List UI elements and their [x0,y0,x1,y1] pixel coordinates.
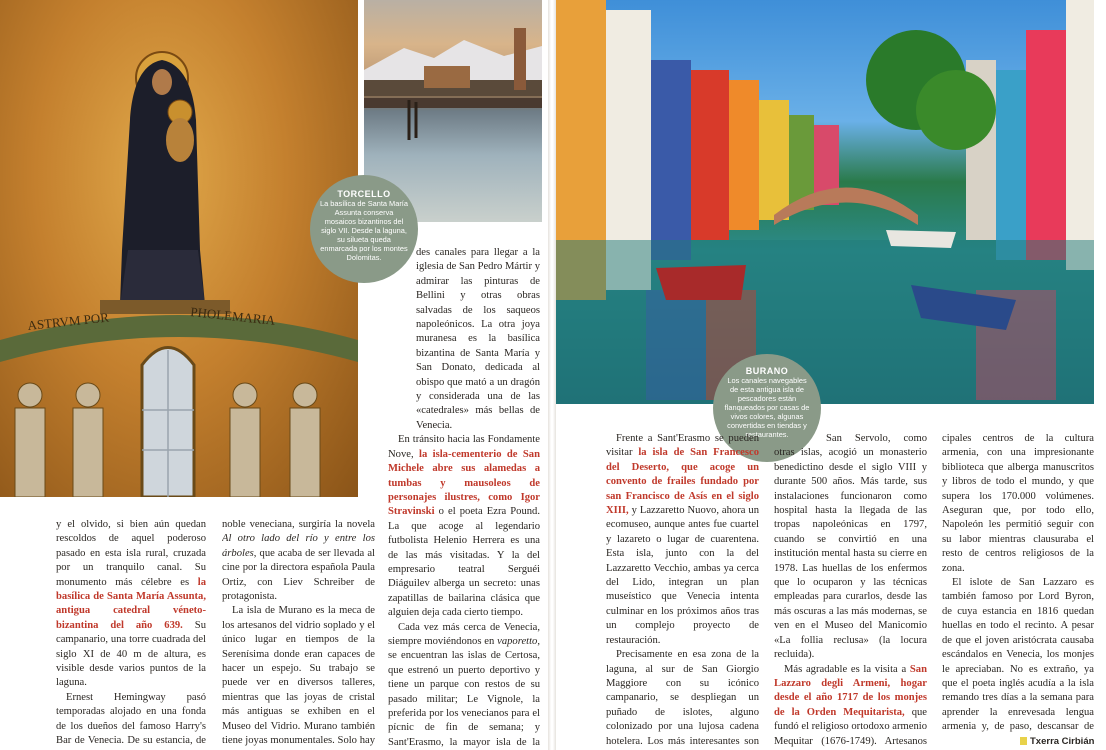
torcello-caption-title: TORCELLO [337,189,391,199]
paragraph: Precisamente en esa zona de la laguna, al sur de San Giorgio Maggiore con su icónico campanario, se despliegan un puñado de islotes, alguno colonizado por una lujosa cadena hotelera. Los más interesantes son [606,649,759,747]
paragraph: Más agradable es la visita a San Lazzaro degli Armeni, hogar desde el año 1717 de los monjes de la Orden Mequitarista, que fundó el religioso ortodoxo armenio Mequitar (1676-1749). Artesanos [774,663,927,747]
right-column-3 [942,432,1094,735]
left-column-1 [56,518,206,748]
paragraph: Frente a Sant'Erasmo se pueden visitar la isla de San Francesco del Deserto, que acoge un convento de frailes fundado por san Francisco de Asís en el siglo XIII, y Lazzaretto Nuovo, ahora un ecomuseo, aunque antes fue cuartel y lazareto o lugar de cuarentena. Esta isla, junto con la del Lazzaretto Vecchio, ambas ya cerca del Lido, integran un plan museístico que Venecia intenta culminar en los próximos años tras un complejo proyecto de restauración. [606,433,759,646]
paragraph: noble veneciana, surgiría la novela Al otro lado del río y entre los árboles, que acaba de ser llevada al cine por la directora española Paula Ortiz, con Liev Schreiber de protagonista. [222,519,375,603]
mosaic-photo [0,0,358,497]
credit-icon [1020,737,1027,745]
highlight-text: San Lazzaro degli Armeni, hogar desde el año 1717 de los monjes de la Orden Mequitarista, [774,663,927,718]
mosaic-inscription-left: ASTRVM POR [26,309,110,333]
highlight-text: la isla-cementerio de San Michele abre sus alamedas a tumbas y mausoleos de personajes ilustres, como Igor Stravinski [388,448,540,518]
left-column-3 [388,246,540,748]
paragraph: cipales centros de la cultura armenia, con una impresionante biblioteca que alberga manuscritos y libros de todo el mundo, y que supera los 170.000 volúmenes. Aseguran que, por todo ello, Napoleón les permitió seguir con su labor mientras clausuraba el resto de centros religiosos de la zona. [942,433,1094,574]
mosaic-inscription-right: PHOLEMARIA [189,304,277,328]
mosaic-illustration [0,0,358,497]
paragraph: des canales para llegar a la iglesia de San Pedro Mártir y admirar las pinturas de Bellini y otras obras salvadas de los saqueos napoleónicos. La otra joya muranesa es la basílica bizantina de Santa María y San Donato, dedicada al obispo que mató a un dragón y considerada una de las «catedrales» más bellas de Venecia. [416,247,540,431]
highlight-text: la isla de San Francesco del Deserto, que acoge un convento de frailes fundado por san Francisco de Asís en el siglo XIII, [606,447,759,517]
photo-credit: Txerra Cirbián [1020,736,1094,747]
torcello-caption-text: La basílica de Santa María Assunta conserva mosaicos bizantinos del siglo VII. Desde la laguna, su silueta queda enmarcada por los montes Dolomitas. [320,199,408,262]
paragraph: San Servolo, como otras islas, acogió un monasterio benedictino desde el siglo VIII y durante 500 años. Más tarde, sus instalaciones funcionaron como hospital hasta la llegada de las tropas napoleónicas en 1797, cuando se convirtió en una institución mental hasta su cierre en 1978. Las huellas de los enfermos que lo ocuparon y las técnicas empleadas para curarlos, desde las más oscuras a las más modernas, se ven en el Museo del Manicomio «La follia reclusa» (la locura recluida). [774,433,927,661]
right-column-1 [606,432,759,748]
page-gutter [548,0,556,750]
burano-illustration [556,0,1094,404]
highlight-text: la basílica de Santa María Assunta, antigua catedral véneto-bizantina del año 639. [56,576,206,631]
paragraph: El islote de San Lazzaro es también famoso por Lord Byron, de cuya estancia en 1816 quedan huellas en todo el recinto. A pesar de que el joven aristócrata causaba escándalos en Venecia, los monjes le apreciaban. No es extraño, ya que el poeta inglés acudía a la isla remando tres días a la semana para aprender la enrevesada lengua armenia y, de paso, descansar de [942,577,1094,733]
paragraph: La isla de Murano es la meca de los artesanos del vidrio soplado y el único lugar en tiempos de la Serenísima donde eran capaces de hacer un espejo. Su trabajo se puede ver en diversos talleres, mientras que las joyas de cristal más antiguas se exhiben en el Museo del Vidrio. Murano también tiene joyas monumentales. Solo hay [222,605,375,747]
right-column-2 [774,432,927,748]
paragraph: Cada vez más cerca de Venecia, siempre moviéndonos en vaporetto, se encuentran las islas de Certosa, que estrenó un puerto deportivo y tiene un parque con restos de su pasado militar; Le Vignole, la preferida por los venecianos para el pícnic de fin de semana; y Sant'Erasmo, la mayor isla de la [388,621,540,748]
burano-caption-title: BURANO [745,366,789,376]
paragraph: Ernest Hemingway pasó temporadas alojado en una fonda de los dueños del famoso Harry's Bar de Venecia. De su estancia, de [56,691,206,747]
paragraph: En tránsito hacia las Fondamente Nove, la isla-cementerio de San Michele abre sus alamedas a tumbas y mausoleos de personajes ilustres, como Igor Stravinski o el poeta Ezra Pound. La que acoge al legendario futbolista Helenio Herrera es una de las más visitadas. Y la del empresario teatral Serguéi Diáguilev alberga un secreto: unas zapatillas de bailarina clásica que alguien deja cada cierto tiempo. [388,434,540,619]
left-column-2 [222,518,375,748]
burano-photo [556,0,1094,404]
burano-caption-text: Los canales navegables de esta antigua isla de pescadores están flanqueados por casas de vivos colores, algunas convertidas en tiendas y restaurantes. [724,376,810,439]
paragraph: y el olvido, si bien aún quedan rescoldos de aquel poderoso pasado en esta isla rural, cruzada por un tranquilo canal. Su monumento más célebre es la basílica de Santa María Assunta, antigua catedral véneto-bizantina del año 639. Su campanario, una torre cuadrada del siglo XI de 40 m de altura, es visible desde varios puntos de la laguna. [56,519,206,689]
